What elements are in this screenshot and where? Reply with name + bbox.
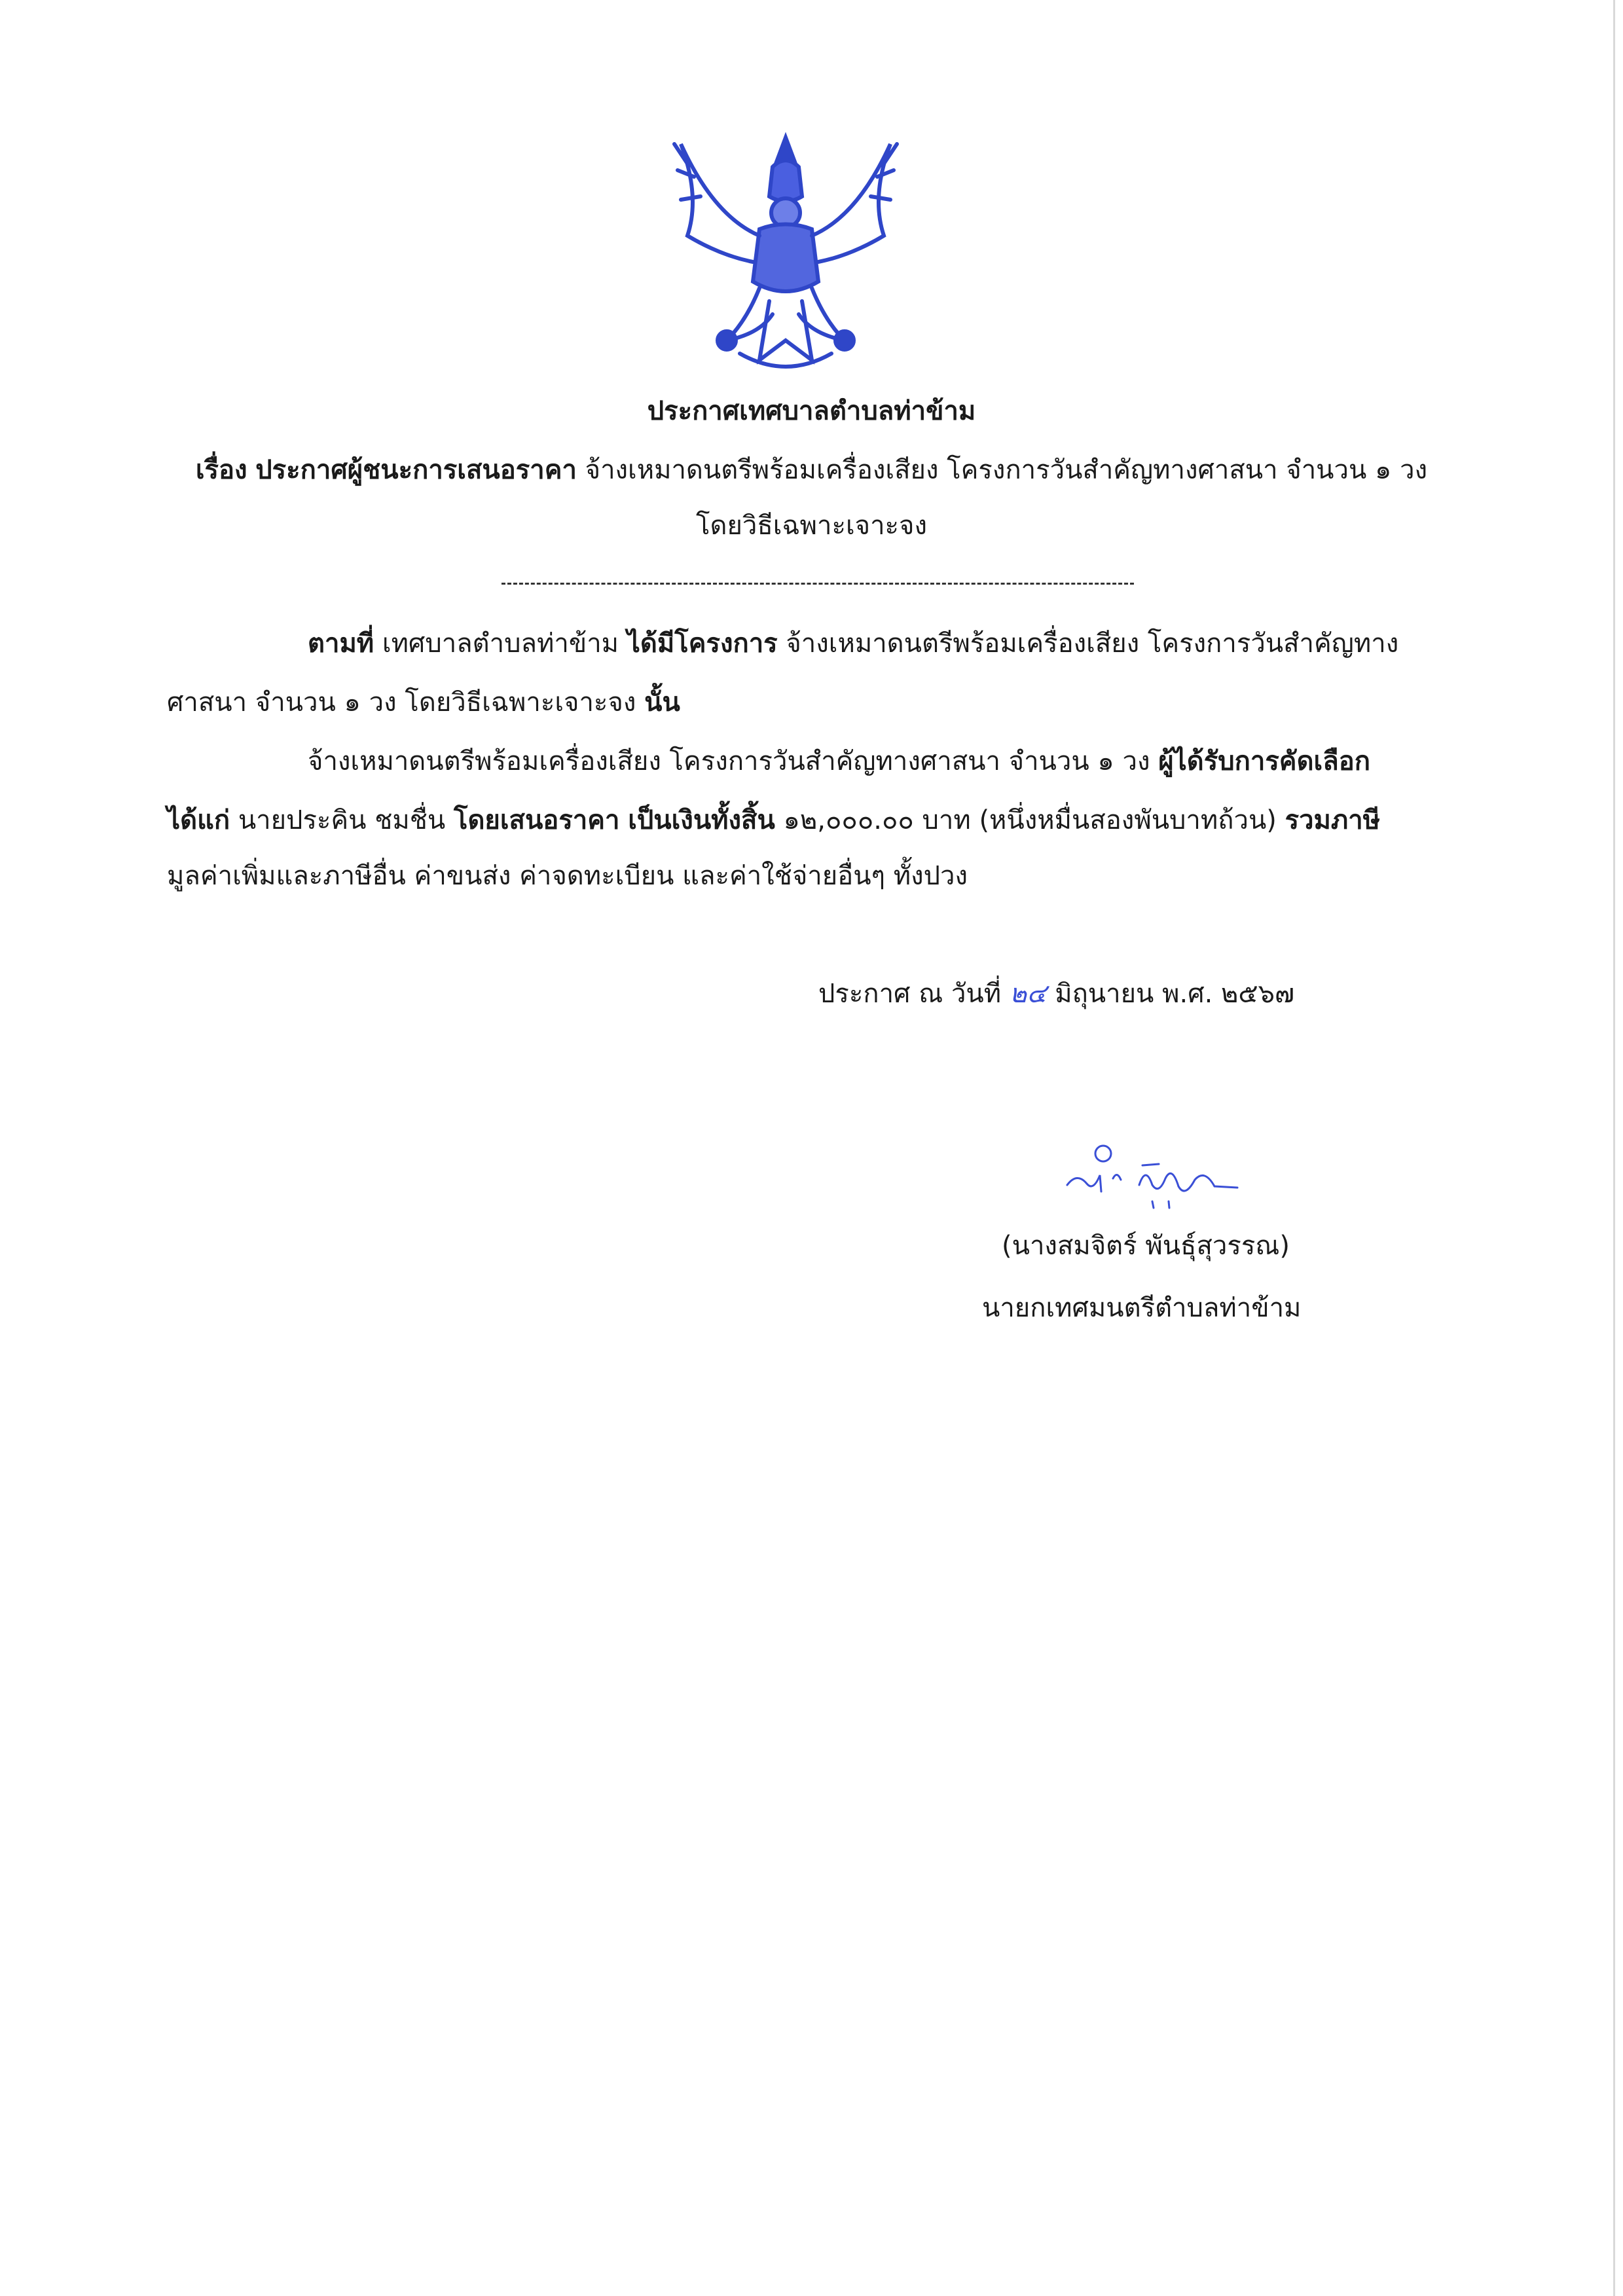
subject-detail: จ้างเหมาดนตรีพร้อมเครื่องเสียง โครงการวันสำคัญทางศาสนา จำนวน ๑ วง bbox=[585, 455, 1428, 485]
p2-price-label: โดยเสนอราคา bbox=[453, 805, 620, 835]
p1-project-label: ได้มีโครงการ bbox=[627, 629, 778, 659]
subject-line bbox=[0, 452, 1623, 488]
p2-winner-label: ได้แก่ bbox=[167, 805, 230, 835]
handwritten-signature bbox=[1054, 1139, 1250, 1211]
p1-end: นั้น bbox=[644, 687, 680, 718]
p2-amount: ๑๒,๐๐๐.๐๐ บาท (หนึ่งหมื่นสองพันบาทถ้วน) bbox=[783, 805, 1277, 835]
p2-tax-label: รวมภาษี bbox=[1285, 805, 1381, 835]
scan-edge bbox=[1613, 0, 1615, 2296]
signer-name: (นางสมจิตร์ พันธุ์สุวรรณ) bbox=[1002, 1231, 1290, 1261]
paragraph-1-line-1 bbox=[308, 625, 1398, 662]
signer-position: นายกเทศมนตรีตำบลท่าข้าม bbox=[982, 1293, 1302, 1323]
paragraph-2-line-2 bbox=[167, 802, 1380, 839]
p2-winner-name: นายประคิน ชมชื่น bbox=[238, 805, 446, 835]
garuda-emblem-icon bbox=[661, 124, 910, 380]
p1-agency: เทศบาลตำบลท่าข้าม bbox=[382, 629, 619, 659]
p1-project-cont: ศาสนา จำนวน ๑ วง โดยวิธีเฉพาะเจาะจง bbox=[167, 687, 636, 718]
date-day: ๒๔ bbox=[1009, 979, 1047, 1009]
subject-title: ประกาศผู้ชนะการเสนอราคา bbox=[255, 455, 577, 485]
p2-selected-label: ผู้ได้รับการคัดเลือก bbox=[1158, 746, 1370, 776]
subject-label: เรื่อง bbox=[195, 455, 247, 485]
date-month-year: มิถุนายน พ.ศ. ๒๕๖๗ bbox=[1055, 979, 1295, 1009]
date-prefix: ประกาศ ณ วันที่ bbox=[818, 979, 1002, 1009]
paragraph-1-line-2 bbox=[167, 684, 680, 721]
p1-lead: ตามที่ bbox=[308, 629, 374, 659]
announcement-date bbox=[818, 975, 1294, 1012]
p2-total-label: เป็นเงินทั้งสิ้น bbox=[628, 805, 775, 835]
paragraph-2-line-3: มูลค่าเพิ่มและภาษีอื่น ค่าขนส่ง ค่าจดทะเบียน และค่าใช้จ่ายอื่นๆ ทั้งปวง bbox=[167, 861, 968, 891]
subject-method: โดยวิธีเฉพาะเจาะจง bbox=[695, 511, 928, 541]
divider bbox=[501, 583, 1134, 585]
p1-project: จ้างเหมาดนตรีพร้อมเครื่องเสียง โครงการวันสำคัญทาง bbox=[786, 629, 1399, 659]
issuer-heading: ประกาศเทศบาลตำบลท่าข้าม bbox=[647, 396, 976, 426]
p2-project: จ้างเหมาดนตรีพร้อมเครื่องเสียง โครงการวันสำคัญทางศาสนา จำนวน ๑ วง bbox=[308, 746, 1150, 776]
paragraph-2-line-1 bbox=[308, 743, 1370, 780]
